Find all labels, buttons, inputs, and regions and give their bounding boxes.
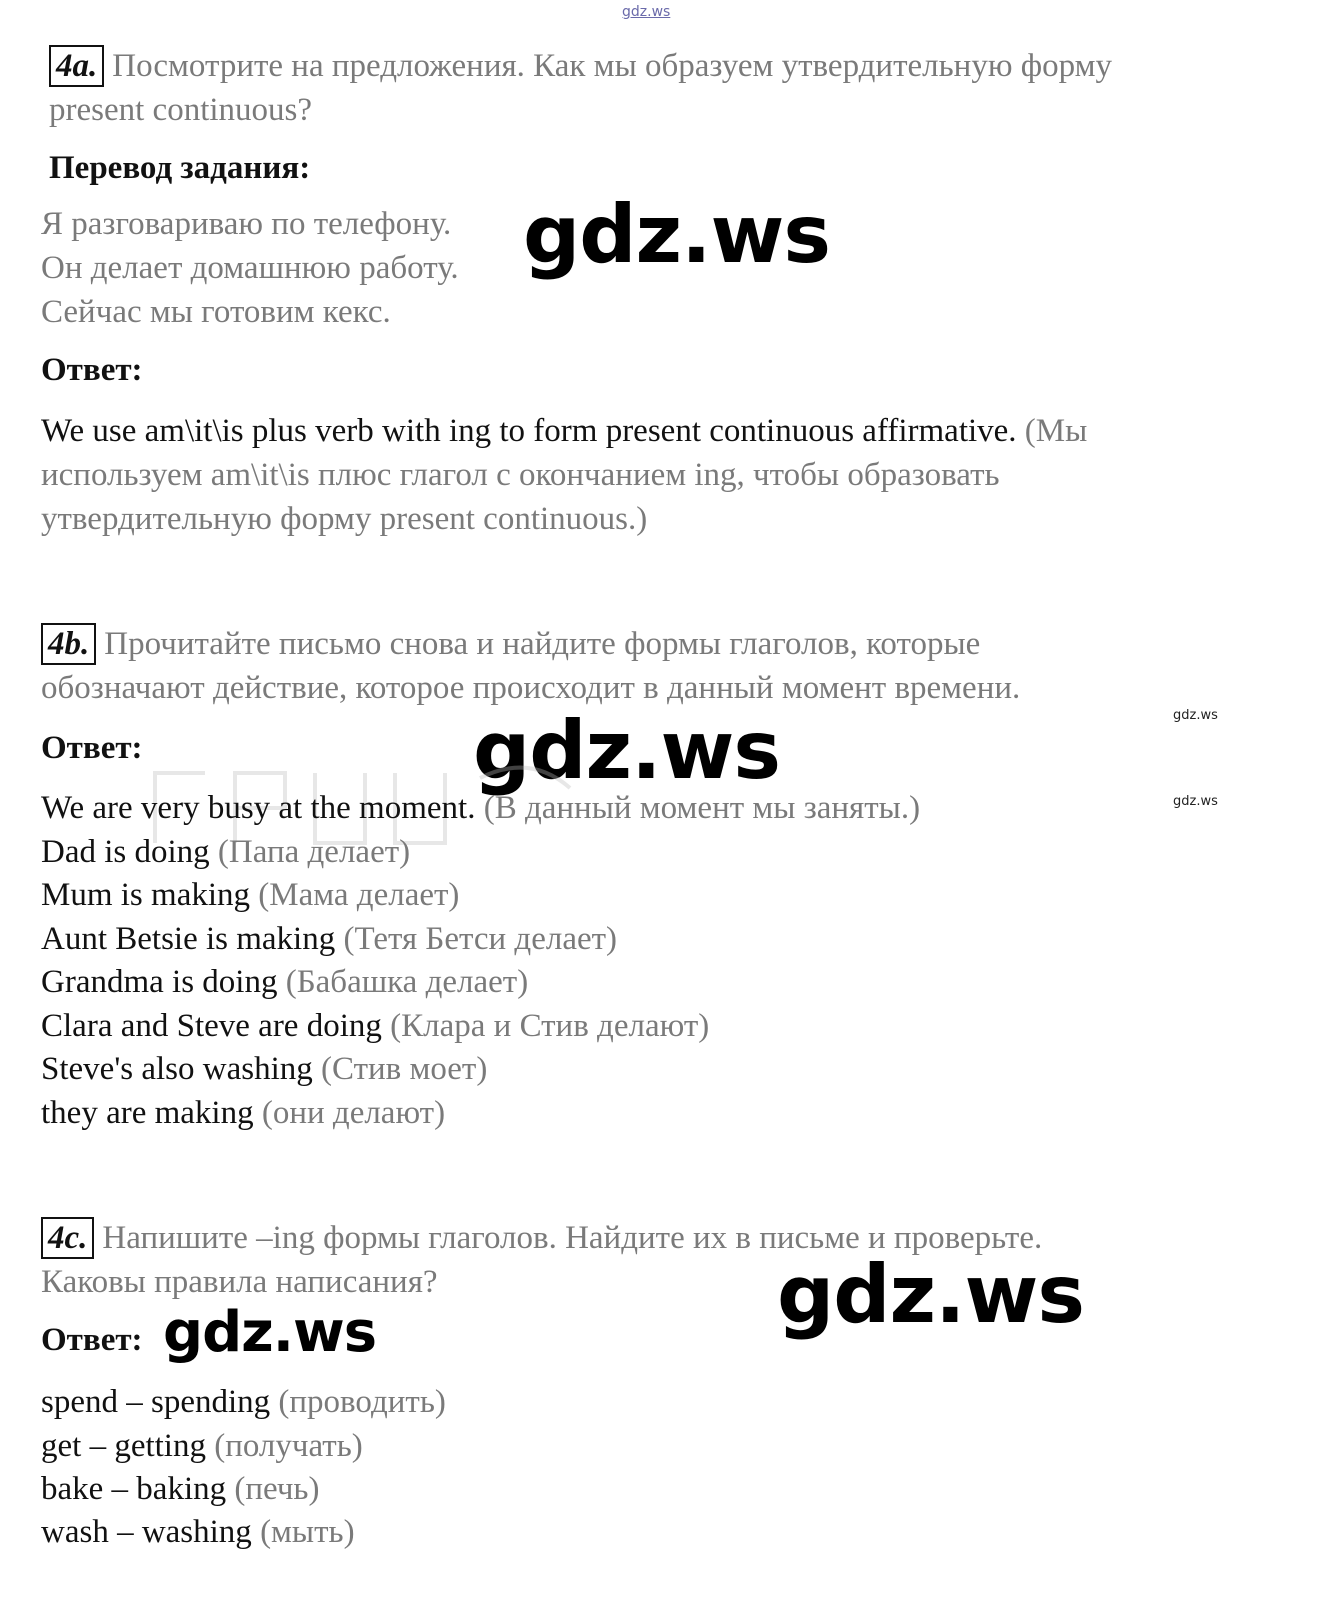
ex4b-item-en: Aunt Betsie is making bbox=[41, 921, 336, 957]
watermark-large: gdz.ws bbox=[777, 1248, 1085, 1341]
ex4b-item-en: Dad is doing bbox=[41, 834, 210, 870]
ex4b-item-ru: (Мама делает) bbox=[258, 877, 460, 913]
ex4b-item bbox=[41, 1004, 709, 1048]
ex4b-item-ru: (Тетя Бетси делает) bbox=[343, 921, 618, 957]
ex4a-task-text: Посмотрите на предложения. Как мы образуем утвердительную форму bbox=[112, 48, 1112, 84]
ex4c-answer-header: Ответ: bbox=[41, 1322, 143, 1358]
ex4a-translation-line: Сейчас мы готовим кекс. bbox=[41, 294, 391, 330]
ex4c-task-text: Напишите –ing формы глаголов. Найдите их в письме и проверьте. bbox=[102, 1220, 1043, 1256]
ex4c-item-en: bake – baking bbox=[41, 1471, 227, 1507]
ex4b-item-ru: (Клара и Стив делают) bbox=[390, 1008, 710, 1044]
watermark-large: gdz.ws bbox=[523, 188, 831, 281]
ex4b-item bbox=[41, 786, 920, 830]
ex4a-answer-line3: утвердительную форму present continuous.) bbox=[41, 501, 648, 537]
ex4b-item-en: Clara and Steve are doing bbox=[41, 1008, 382, 1044]
ex4b-item-en: Grandma is doing bbox=[41, 964, 278, 1000]
ex4b-item bbox=[41, 830, 410, 874]
ex4c-item bbox=[41, 1467, 319, 1511]
ex4c-item-ru: (печь) bbox=[234, 1471, 320, 1507]
ex4b-item bbox=[41, 1091, 445, 1135]
ex4a-task-line1 bbox=[49, 44, 1112, 88]
ex4a-task-line2: present continuous? bbox=[49, 92, 313, 128]
watermark-small: gdz.ws bbox=[1173, 708, 1218, 723]
ex4b-item-ru: (Стив моет) bbox=[321, 1051, 488, 1087]
ex4a-translation-header: Перевод задания: bbox=[49, 150, 311, 186]
ex4b-item bbox=[41, 917, 617, 961]
ex4a-translation-line: Я разговариваю по телефону. bbox=[41, 206, 452, 242]
ex4a-number: 4a. bbox=[49, 45, 104, 87]
ex4b-number: 4b. bbox=[41, 623, 96, 665]
ex4c-item-ru: (мыть) bbox=[260, 1514, 355, 1550]
ex4c-item-en: spend – spending bbox=[41, 1384, 271, 1420]
ex4b-item-ru: (Папа делает) bbox=[217, 834, 411, 870]
ex4a-answer-header: Ответ: bbox=[41, 352, 143, 388]
ex4a-answer-line1 bbox=[41, 409, 1087, 453]
ex4b-task-text: Прочитайте письмо снова и найдите формы глаголов, которые bbox=[104, 626, 981, 662]
ex4b-answer-header: Ответ: bbox=[41, 730, 143, 766]
ex4c-item bbox=[41, 1424, 363, 1468]
ex4b-task-line1 bbox=[41, 622, 980, 666]
ex4b-item-en: they are making bbox=[41, 1095, 254, 1131]
ex4b-item-ru: (они делают) bbox=[261, 1095, 446, 1131]
ex4c-item-en: get – getting bbox=[41, 1428, 206, 1464]
ex4b-item-en: Steve's also washing bbox=[41, 1051, 313, 1087]
ex4b-item bbox=[41, 873, 459, 917]
ex4b-item-en: Mum is making bbox=[41, 877, 251, 913]
watermark-large: gdz.ws bbox=[163, 1300, 377, 1365]
ex4c-item bbox=[41, 1380, 446, 1424]
watermark-top: gdz.ws bbox=[622, 4, 671, 20]
ex4c-item-ru: (проводить) bbox=[278, 1384, 446, 1420]
ex4a-translation-line: Он делает домашнюю работу. bbox=[41, 250, 459, 286]
watermark-large: gdz.ws bbox=[473, 704, 781, 797]
ex4a-answer-en: We use am\it\is plus verb with ing to form present continuous affirmative. bbox=[41, 413, 1017, 449]
ex4c-task-line2: Каковы правила написания? bbox=[41, 1264, 438, 1300]
ex4b-item-ru: (В данный момент мы заняты.) bbox=[483, 790, 921, 826]
ex4b-item-en: We are very busy at the moment. bbox=[41, 790, 476, 826]
watermark-small: gdz.ws bbox=[1173, 794, 1218, 809]
ex4a-answer-ru: (Мы bbox=[1024, 413, 1088, 449]
ex4b-task-line2: обозначают действие, которое происходит в данный момент времени. bbox=[41, 670, 1021, 706]
ex4a-answer-line2: используем am\it\is плюс глагол с окончанием ing, чтобы образовать bbox=[41, 457, 1000, 493]
ex4c-item-ru: (получать) bbox=[214, 1428, 363, 1464]
ex4b-item bbox=[41, 1047, 487, 1091]
ex4c-number: 4c. bbox=[41, 1217, 94, 1259]
ex4b-item bbox=[41, 960, 528, 1004]
ex4c-item bbox=[41, 1510, 355, 1554]
ex4c-item-en: wash – washing bbox=[41, 1514, 252, 1550]
ex4b-item-ru: (Бабашка делает) bbox=[285, 964, 529, 1000]
